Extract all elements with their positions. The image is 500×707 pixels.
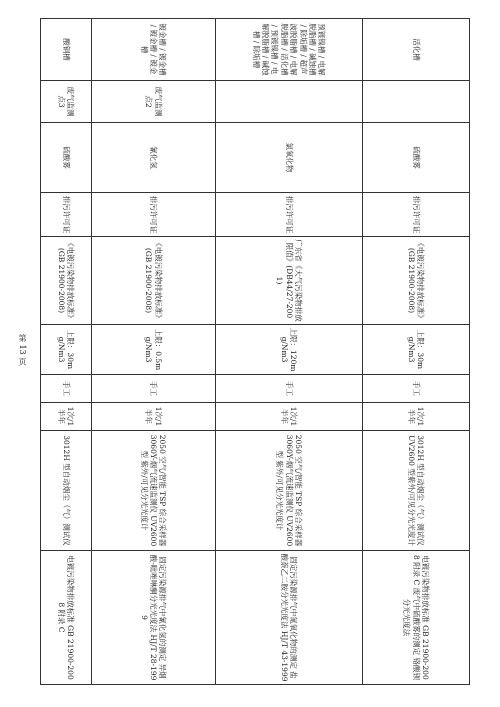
table-row xyxy=(362,19,469,685)
limit-cell: 上限：0.5mg/Nm3 xyxy=(91,325,215,375)
standard-cell: 《电镀污染物排放标准》(GB 21900-2008) xyxy=(362,237,469,325)
point-cell: 废气监测点3 xyxy=(41,81,92,123)
freq-cell: 1次/1半年 xyxy=(41,403,92,431)
freq-cell: 1次/1半年 xyxy=(362,403,469,431)
limit-cell: 上限：30mg/Nm3 xyxy=(41,325,92,375)
table-row xyxy=(216,19,363,685)
method-cell: 固定污染源排气中氮氧化物的测定 盐酸萘乙二胺分光光度法 HJ/T 43-1999 xyxy=(216,551,363,685)
line-cell: 镀金槽 / 镀金槽 / 镀金槽 / 镀金槽 xyxy=(91,19,215,81)
mode-cell: 手工 xyxy=(91,375,215,403)
page-number: 第 13 页 xyxy=(18,334,27,366)
instrument-cell: 2050 空气/智能 TSP 综合采样器 3060Y-烟气流速监测仪 UV2600 型 紫外/可见分光光度计 xyxy=(216,431,363,551)
monitoring-table xyxy=(40,18,470,685)
pollutant-cell: 硫酸雾 xyxy=(362,123,469,193)
point-cell xyxy=(216,81,363,123)
table-row xyxy=(91,19,215,685)
method-cell: 电镀污染物排放标准 GB 21900-2008 附录 C xyxy=(41,551,92,685)
instrument-cell: 3012H 型自动烟尘（气）测试仪 xyxy=(41,431,92,551)
freq-cell: 1次/1半年 xyxy=(91,403,215,431)
point-cell xyxy=(362,81,469,123)
limit-cell: 上限：120mg/Nm3 xyxy=(216,325,363,375)
method-cell: 固定污染源排气中氰化氢的测定 异烟酸-吡唑啉酮分光光度法 HJ/T 28-1999 xyxy=(91,551,215,685)
line-cell: 酸铜槽 xyxy=(41,19,92,81)
standard-cell: 《电镀污染物排放标准》(GB 21900-2008) xyxy=(91,237,215,325)
limit-cell: 上限：30mg/Nm3 xyxy=(362,325,469,375)
freq-cell: 1次/1半年 xyxy=(216,403,363,431)
mode-cell: 手工 xyxy=(216,375,363,403)
instrument-cell: 3012H 型自动烟尘（气）测试仪 UV2600 型紫外/可见分光光度计 xyxy=(362,431,469,551)
standard-cell: 《电镀污染物排放标准》(GB 21900-2008) xyxy=(41,237,92,325)
pollutant-cell: 硫酸雾 xyxy=(41,123,92,193)
standard-cell: 广东省《大气污染物排放限值》(DB44/27-2001) xyxy=(216,237,363,325)
permit-cell: 排污许可证 xyxy=(41,193,92,237)
method-cell: 电镀污染物排放标准 GB 21900-2008 附录 C 废气中硫酸雾的测定 铬酸钡分光光度法 xyxy=(362,551,469,685)
line-cell: 预镀镍槽 / 电解脱脂槽 / 碱蚀槽 / 除垢槽 / 超声波脱脂槽 / 电解脱脂槽 / 活化槽 / 预镀镍槽 / 电解脱脂槽 / 碱蚀槽 / 除垢槽 xyxy=(216,19,363,81)
pollutant-cell: 氯氧化物 xyxy=(216,123,363,193)
line-cell: 活化槽 xyxy=(362,19,469,81)
mode-cell: 手工 xyxy=(41,375,92,403)
permit-cell: 排污许可证 xyxy=(216,193,363,237)
mode-cell: 手工 xyxy=(362,375,469,403)
permit-cell: 排污许可证 xyxy=(91,193,215,237)
point-cell: 废气监测点2 xyxy=(91,81,215,123)
pollutant-cell: 氰化氢 xyxy=(91,123,215,193)
permit-cell: 排污许可证 xyxy=(362,193,469,237)
instrument-cell: 2050 空气/智能 TSP 综合采样器 3060Y-烟气流速监测仪 UV2600 型 紫外/可见分光光度计 xyxy=(91,431,215,551)
table-row xyxy=(41,19,92,685)
rotated-table-wrapper xyxy=(40,18,470,684)
